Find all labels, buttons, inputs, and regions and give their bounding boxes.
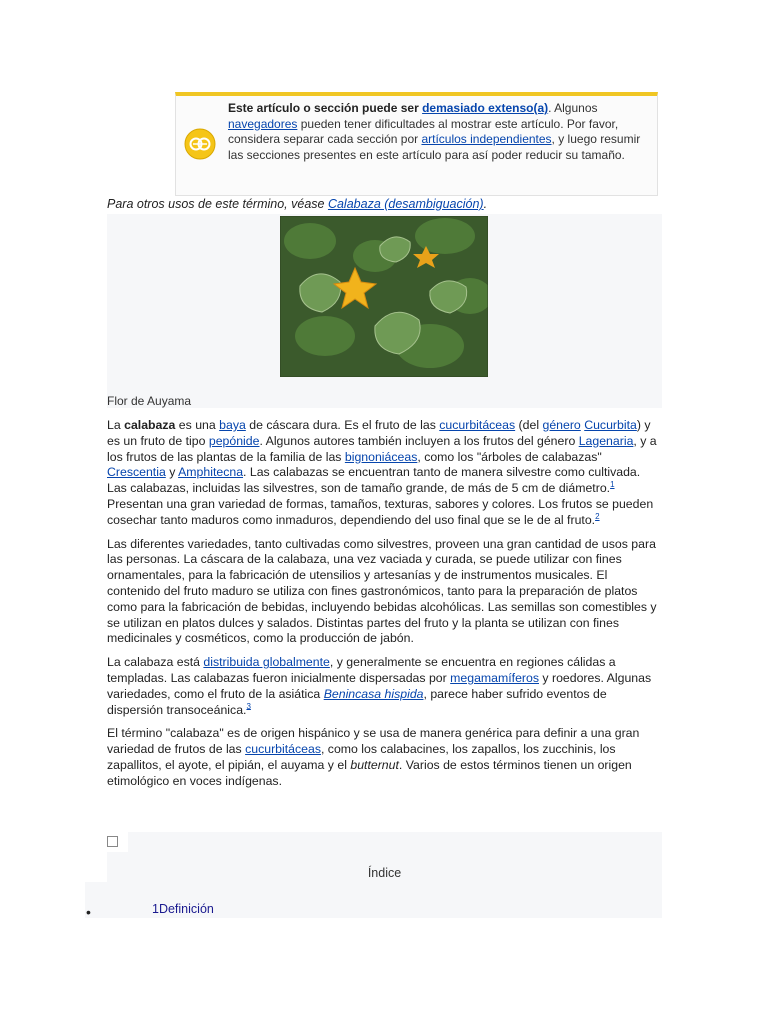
toc-title: Índice	[367, 866, 402, 880]
figure-caption: Flor de Auyama	[107, 394, 192, 408]
hatnote: Para otros usos de este término, véase Calabaza (desambiguación).	[107, 197, 488, 211]
toc-item-definicion[interactable]: 1Definición	[152, 902, 214, 916]
paragraph-2: Las diferentes variedades, tanto cultivadas como silvestres, proveen una gran cantidad de usos para las personas. La cáscara de la calabaza, una vez vaciada y curada, se puede utilizar con fines ornamentales, para la fabricación de utensilios y artesanías y de instrumentos musicales. El contenido del fruto maduro se utiliza con fines gastronómicos, tanto para la preparación de platos como para la fabricación de bebidas, incluyendo bebidas alcohólicas. Las semillas son comestibles y se utilizan en platos dulces y salados. Distintas partes del fruto y la planta se utilizan con fines medicinales y cosméticos, como la producción de jabón.	[107, 536, 657, 646]
crescentia-link[interactable]: Crescentia	[107, 465, 166, 480]
navegadores-link[interactable]: navegadores	[228, 116, 298, 131]
articulos-independientes-link[interactable]: artículos independientes	[421, 132, 552, 147]
cucurbita-link[interactable]: Cucurbita	[584, 418, 637, 432]
amphitecna-link[interactable]: Amphitecna	[178, 465, 244, 480]
peponide-link[interactable]: pepónide	[208, 433, 260, 448]
lagenaria-link[interactable]: Lagenaria	[578, 433, 634, 448]
genero-link[interactable]: género	[542, 418, 581, 432]
notice-text: Este artículo o sección puede ser demasiado extenso(a). Algunos navegadores pueden tener dificultades al mostrar este artículo. Por favor, considera separar cada sección por artículos independientes, y luego resumir las secciones presentes en este artículo para así poder reducir su tamaño.	[228, 101, 641, 162]
cucurbitaceas-link-2[interactable]: cucurbitáceas	[245, 742, 321, 757]
paragraph-1: La calabaza es una baya de cáscara dura. Es el fruto de las cucurbitáceas (del género Cucurbita) y es un fruto de tipo pepónide. Algunos autores también incluyen a los frutos del género Lagenaria, y a los frutos de las plantas de la familia de las bignoniáceas, como los "árboles de calabazas" Crescentia y Amphitecna. Las calabazas se encuentran tanto de manera silvestre como cultivada. Las calabazas, incluidas las silvestres, son de tamaño grande, de más de 5 cm de diámetro.$^1$ Presentan una gran variedad de formas, tamaños, texturas, sabores y colores. Los frutos se pueden cosechar tanto maduros como inmaduros, dependiendo del uso final que se le de al fruto.$^2$	[107, 418, 657, 527]
benincasa-hispida-link[interactable]: Benincasa hispida	[323, 686, 424, 701]
cucurbitaceas-link[interactable]: cucurbitáceas	[439, 418, 516, 432]
toc-toggle-checkbox[interactable]	[107, 836, 118, 847]
calabaza-desambiguacion-link[interactable]: Calabaza (desambiguación)	[327, 197, 484, 211]
paragraph-4: El término "calabaza" es de origen hispánico y se usa de manera genérica para definir a una gran variedad de frutos de las cucurbitáceas, como los calabacines, los zapallos, los zucchinis, los zapallitos, el ayote, el pipián, el auyama y el butternut. Varios de estos términos tienen un origen etimológico en voces indígenas.	[107, 726, 640, 788]
demasiado-extenso-link[interactable]: demasiado extenso(a)	[422, 101, 549, 115]
reference-3[interactable]: 3	[246, 701, 251, 711]
baya-link[interactable]: baya	[219, 418, 246, 432]
paragraph-3: La calabaza está distribuida globalmente, y generalmente se encuentra en regiones cálidas a templadas. Las calabazas fueron inicialmente dispersadas por megamamíferos y roedores. Algunas variedades, como el fruto de la asiática Benincasa hispida, parece haber sufrido eventos de dispersión transoceánica.$^3$	[107, 655, 652, 717]
reference-1[interactable]: 1	[610, 480, 615, 490]
article-body	[107, 418, 663, 798]
scissors-warning-icon	[184, 128, 216, 160]
reference-2[interactable]: 2	[595, 511, 600, 521]
toc-bullet-icon: •	[86, 904, 91, 920]
maintenance-notice	[175, 92, 658, 196]
bignoniaceas-link[interactable]: bignoniáceas	[344, 449, 418, 464]
figure	[107, 214, 662, 408]
distribuida-globalmente-link[interactable]: distribuida globalmente	[203, 655, 330, 670]
pumpkin-flower-photo[interactable]	[280, 216, 488, 377]
megamamiferos-link[interactable]: megamamíferos	[450, 670, 539, 685]
